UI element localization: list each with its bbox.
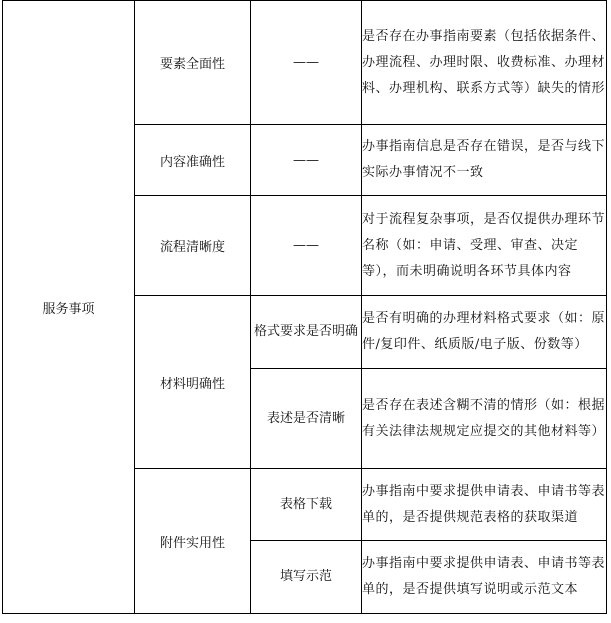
sub-cell: 格式要求是否明确 xyxy=(251,296,362,369)
dash-mark: —— xyxy=(293,55,319,70)
item-cell-materials: 材料明确性 xyxy=(135,296,251,469)
sub-cell: 表述是否清晰 xyxy=(251,369,362,469)
item-cell-completeness: 要素全面性 xyxy=(135,1,251,125)
dash-mark: —— xyxy=(293,152,319,168)
sub-cell: 填写示范 xyxy=(251,541,362,614)
description-cell: 对于流程复杂事项，是否仅提供办理环节名称（如：申请、受理、审查、决定等），而未明确说明各环节具体内容 xyxy=(362,196,607,296)
item-cell-attachments: 附件实用性 xyxy=(135,469,251,614)
table-row xyxy=(3,1,607,125)
description-cell: 办事指南中要求提供申请表、申请书等表单的，是否提供填写说明或示范文本 xyxy=(362,541,607,614)
dash-mark: —— xyxy=(293,238,319,253)
item-cell-clarity: 流程清晰度 xyxy=(135,196,251,296)
item-cell-accuracy: 内容准确性 xyxy=(135,125,251,196)
description-cell: 是否存在表述含糊不清的情形（如：根据有关法律法规规定应提交的其他材料等） xyxy=(362,369,607,469)
sub-cell xyxy=(251,1,362,125)
category-cell: 服务事项 xyxy=(3,1,135,614)
description-cell: 办事指南信息是否存在错误，是否与线下实际办事情况不一致 xyxy=(362,125,607,196)
sub-cell xyxy=(251,196,362,296)
description-cell: 是否有明确的办理材料格式要求（如：原件/复印件、纸质版/电子版、份数等） xyxy=(362,296,607,369)
evaluation-table xyxy=(2,0,607,614)
description-cell: 是否存在办事指南要素（包括依据条件、办理流程、办理时限、收费标准、办理材料、办理机构、联系方式等）缺失的情形 xyxy=(362,1,607,125)
description-cell: 办事指南中要求提供申请表、申请书等表单的，是否提供规范表格的获取渠道 xyxy=(362,469,607,541)
sub-cell: 表格下载 xyxy=(251,469,362,541)
sub-cell xyxy=(251,125,362,196)
